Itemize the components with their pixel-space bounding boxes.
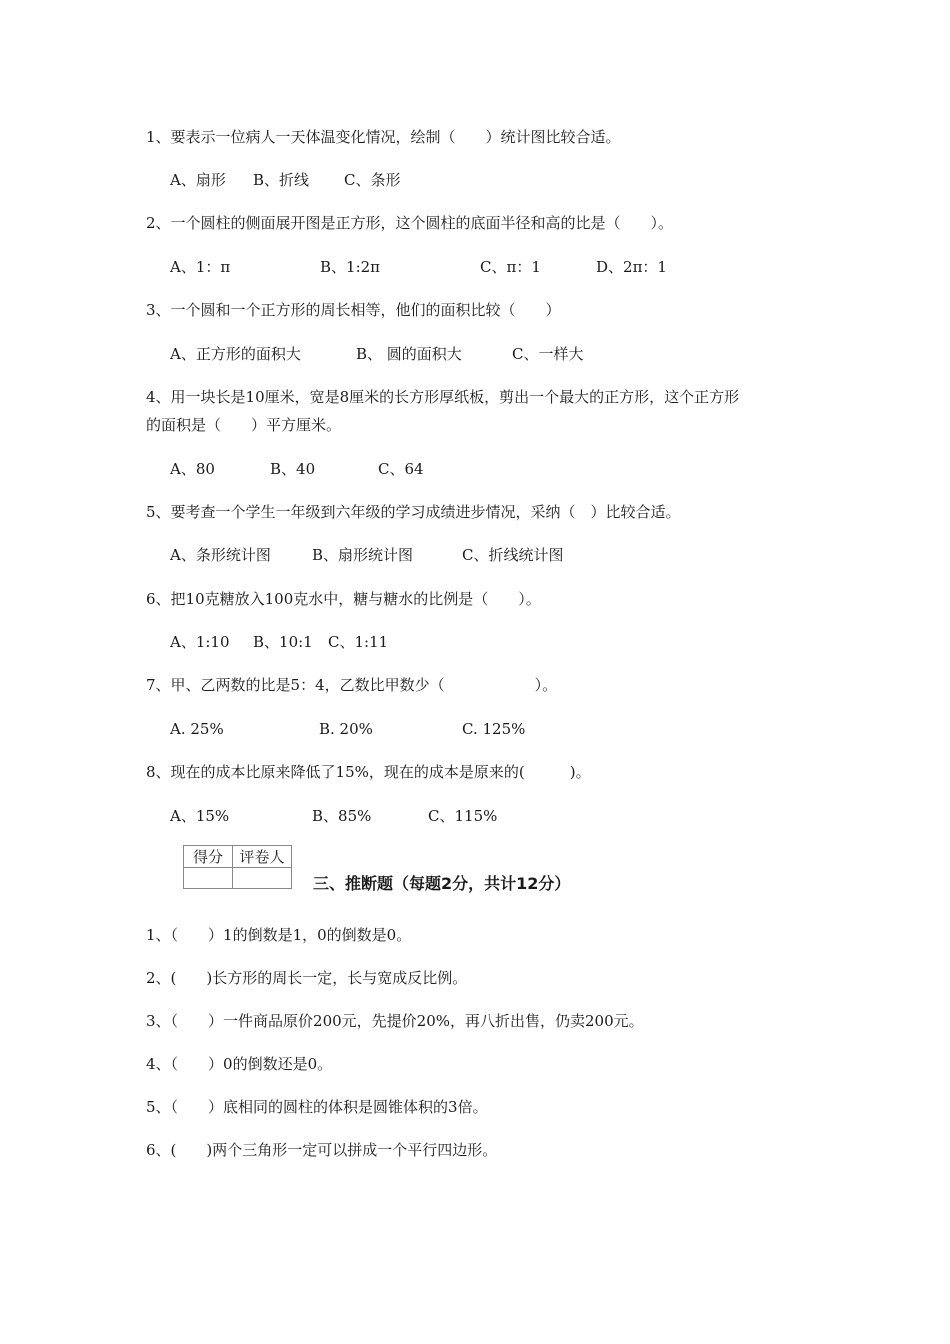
q8-option-c: C、115% — [428, 807, 498, 825]
question-5-stem: 5、要考查一个学生一年级到六年级的学习成绩进步情况，采纳（ ）比较合适。 — [146, 503, 681, 521]
q1-option-a: A、扇形 — [170, 171, 226, 189]
question-7-stem: 7、甲、乙两数的比是5：4，乙数比甲数少（ ）。 — [146, 676, 558, 694]
q5-option-a: A、条形统计图 — [170, 546, 271, 564]
q8-option-b: B、85% — [312, 807, 372, 825]
q4-option-a: A、80 — [170, 460, 215, 478]
q5-option-b: B、扇形统计图 — [312, 546, 414, 564]
q2-option-c: C、π：1 — [480, 258, 541, 276]
q2-option-d: D、2π：1 — [596, 258, 667, 276]
q6-option-b: B、10:1 — [253, 633, 313, 651]
q7-option-a: A. 25% — [170, 720, 224, 738]
q3-option-b: B、 圆的面积大 — [356, 345, 462, 363]
judgment-item-4: 4、（ ）0的倒数还是0。 — [146, 1055, 333, 1073]
question-1-stem: 1、要表示一位病人一天体温变化情况，绘制（ ）统计图比较合适。 — [146, 128, 621, 146]
question-4-stem: 4、用一块长是10厘米，宽是8厘米的长方形厚纸板，剪出一个最大的正方形，这个正方形 — [146, 388, 740, 406]
question-6-stem: 6、把10克糖放入100克水中，糖与糖水的比例是（ ）。 — [146, 590, 541, 608]
judgment-item-1: 1、（ ）1的倒数是1，0的倒数是0。 — [146, 926, 412, 944]
judgment-item-2: 2、( )长方形的周长一定，长与宽成反比例。 — [146, 969, 468, 987]
q1-option-b: B、折线 — [253, 171, 310, 189]
question-2-stem: 2、一个圆柱的侧面展开图是正方形，这个圆柱的底面半径和高的比是（ ）。 — [146, 214, 674, 232]
judgment-item-3: 3、（ ）一件商品原价200元，先提价20%，再八折出售，仍卖200元。 — [146, 1012, 644, 1030]
grader-header: 评卷人 — [233, 846, 292, 868]
judgment-item-6: 6、( )两个三角形一定可以拼成一个平行四边形。 — [146, 1141, 498, 1159]
judgment-item-5: 5、（ ）底相同的圆柱的体积是圆锥体积的3倍。 — [146, 1098, 488, 1116]
q2-option-b: B、1:2π — [320, 258, 381, 276]
question-8-stem: 8、现在的成本比原来降低了15%，现在的成本是原来的( )。 — [146, 763, 591, 781]
q8-option-a: A、15% — [170, 807, 230, 825]
score-cell — [184, 868, 233, 889]
grader-cell — [233, 868, 292, 889]
q6-option-c: C、1:11 — [328, 633, 389, 651]
q7-option-b: B. 20% — [319, 720, 373, 738]
q3-option-a: A、正方形的面积大 — [170, 345, 301, 363]
question-3-stem: 3、一个圆和一个正方形的周长相等，他们的面积比较（ ） — [146, 301, 561, 319]
q6-option-a: A、1:10 — [170, 633, 230, 651]
q4-option-b: B、40 — [270, 460, 316, 478]
q2-option-a: A、1：π — [170, 258, 231, 276]
score-box — [183, 845, 292, 889]
q7-option-c: C. 125% — [462, 720, 526, 738]
q4-option-c: C、64 — [378, 460, 424, 478]
q3-option-c: C、一样大 — [512, 345, 584, 363]
section-3-title: 三、推断题（每题2分，共计12分） — [313, 874, 571, 893]
q5-option-c: C、折线统计图 — [462, 546, 564, 564]
score-header: 得分 — [184, 846, 233, 868]
question-4-stem-continued: 的面积是（ ）平方厘米。 — [146, 416, 342, 434]
q1-option-c: C、条形 — [344, 171, 401, 189]
